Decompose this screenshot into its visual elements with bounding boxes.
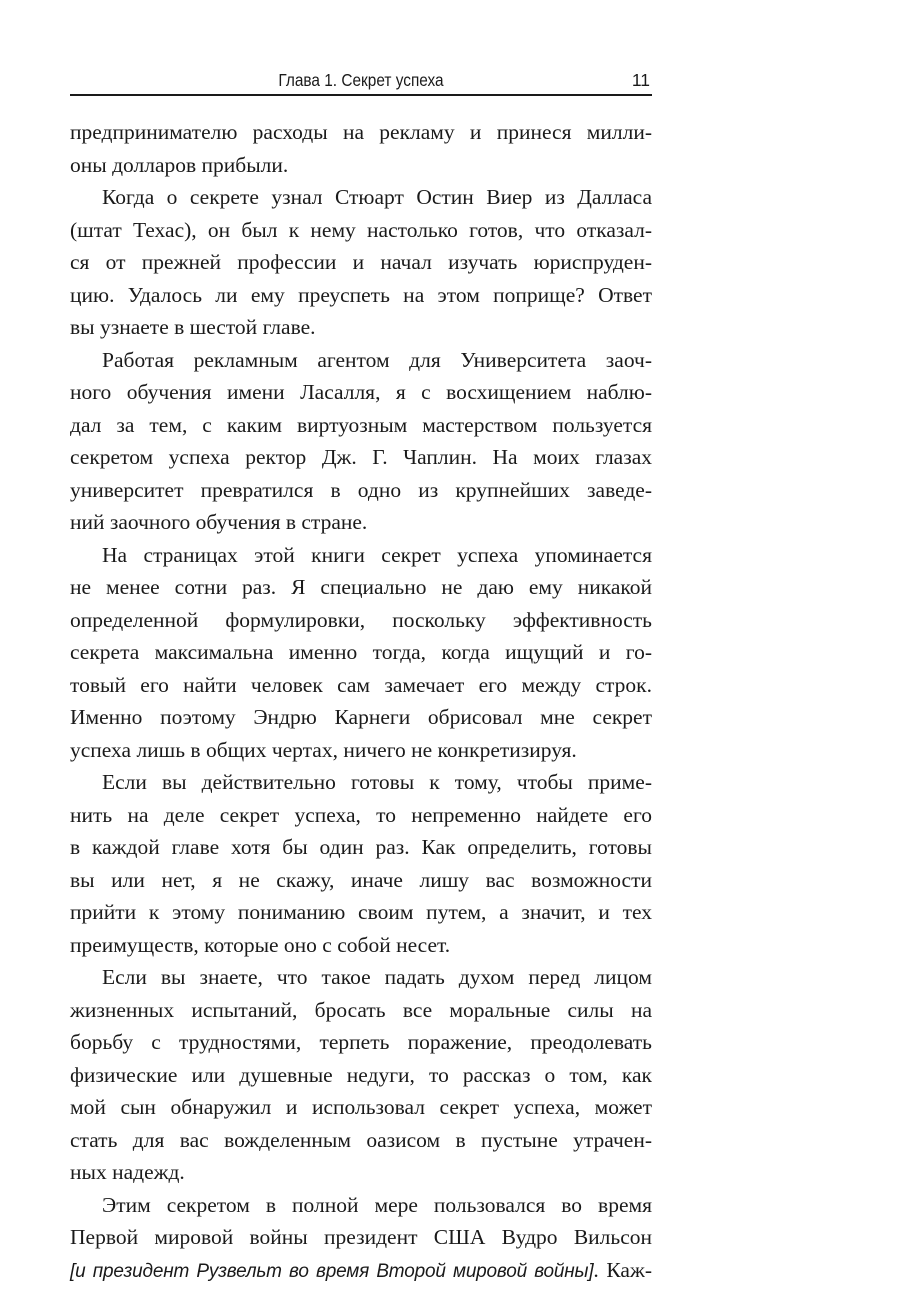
text-line: борьбу с трудностями, терпеть поражение, преодолевать <box>70 1030 652 1054</box>
running-header <box>70 64 652 96</box>
text-line: вы или нет, я не скажу, иначе лишу вас возможности <box>70 867 652 892</box>
text-line: цию. Удалось ли ему преуспеть на этом поприще? Ответ <box>70 282 652 307</box>
text-line: стать для вас вожделенным оазисом в пустыне утрачен- <box>70 1127 652 1152</box>
text-line: ний заочного обучения в стране. <box>70 510 368 534</box>
text-line: в каждой главе хотя бы один раз. Как определить, готовы <box>70 835 652 859</box>
text-line: секрета максимальна именно тогда, когда ищущий и го- <box>70 640 652 664</box>
text-line: прийти к этому пониманию своим путем, а значит, и тех <box>70 900 652 924</box>
text-line: На страницах этой книги секрет успеха упоминается <box>102 542 652 567</box>
text-line: преимуществ, которые оно с собой несет. <box>70 932 451 957</box>
text-line: успеха лишь в общих чертах, ничего не конкретизируя. <box>70 737 577 762</box>
text-line-tail: . Каж- <box>593 1257 652 1282</box>
text-line: мой сын обнаружил и использовал секрет успеха, может <box>70 1095 652 1119</box>
text-line: вы узнаете в шестой главе. <box>70 315 316 339</box>
text-line: определенной формулировки, поскольку эффективность <box>70 607 652 632</box>
text-line: предпринимателю расходы на рекламу и принеся милли- <box>70 120 652 144</box>
text-line: дал за тем, с каким виртуозным мастерством пользуется <box>70 412 652 437</box>
text-line: Именно поэтому Эндрю Карнеги обрисовал мне секрет <box>70 705 652 729</box>
text-line: Когда о секрете узнал Стюарт Остин Виер из Далласа <box>102 185 652 209</box>
text-line: Если вы знаете, что такое падать духом перед лицом <box>102 965 652 989</box>
book-page <box>70 64 652 1289</box>
text-line: Если вы действительно готовы к тому, чтобы приме- <box>102 770 652 794</box>
text-line: Этим секретом в полной мере пользовался во время <box>102 1192 652 1217</box>
page-number: 11 <box>631 70 650 90</box>
text-line: ного обучения имени Ласалля, я с восхищением наблю- <box>70 380 652 404</box>
text-line: (штат Техас), он был к нему настолько готов, что отказал- <box>70 217 652 242</box>
text-line: товый его найти человек сам замечает его между строк. <box>70 672 652 697</box>
body-text <box>70 117 652 1287</box>
text-line: нить на деле секрет успеха, то непременно найдете его <box>70 802 652 827</box>
text-line: физические или душевные недуги, то рассказ о том, как <box>70 1062 652 1087</box>
text-line: жизненных испытаний, бросать все моральные силы на <box>70 997 652 1022</box>
text-line: не менее сотни раз. Я специально не даю ему никакой <box>70 575 652 599</box>
text-line: университет превратился в одно из крупнейших заведе- <box>70 477 652 502</box>
editor-note: [и президент Рузвельт во время Второй мировой войны] <box>70 1260 594 1282</box>
text-line: оны долларов прибыли. <box>70 152 289 177</box>
text-line: Работая рекламным агентом для Университета заоч- <box>102 347 652 372</box>
text-line: Первой мировой войны президент США Вудро Вильсон <box>70 1225 652 1249</box>
text-line <box>70 1255 652 1288</box>
text-line: ся от прежней профессии и начал изучать юриспруден- <box>70 250 652 274</box>
chapter-title: Глава 1. Секрет успеха <box>278 70 444 90</box>
text-line: ных надежд. <box>70 1160 185 1184</box>
text-line: секретом успеха ректор Дж. Г. Чаплин. На моих глазах <box>70 445 652 469</box>
